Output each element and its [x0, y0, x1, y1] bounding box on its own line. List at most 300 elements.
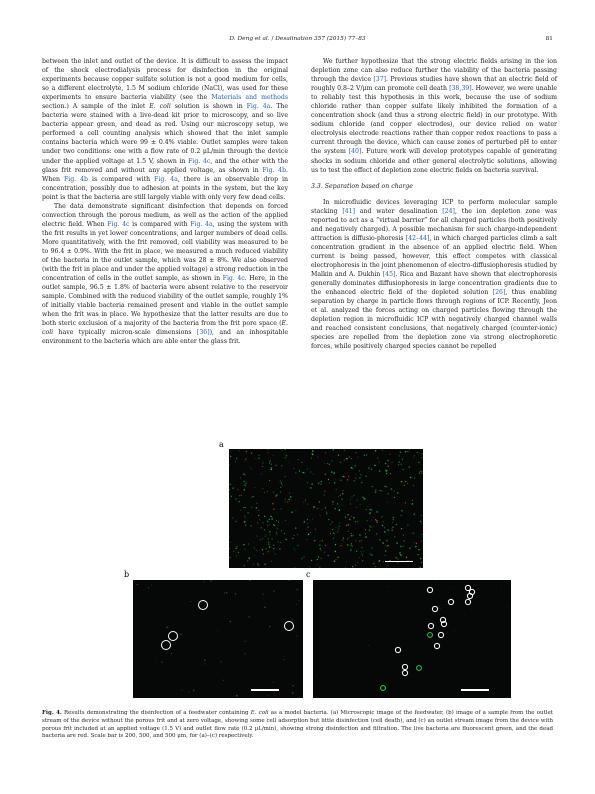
live-bacterium	[382, 525, 383, 526]
header-separator: /	[269, 36, 276, 42]
live-bacterium	[291, 511, 293, 513]
live-bacterium	[324, 495, 325, 496]
live-bacterium	[392, 522, 393, 523]
live-bacterium	[280, 492, 281, 493]
live-bacterium	[319, 544, 320, 545]
live-bacterium	[258, 565, 259, 566]
live-bacterium	[226, 592, 227, 593]
live-bacterium	[464, 615, 465, 616]
dead-bacterium	[344, 476, 345, 477]
live-bacterium	[250, 467, 251, 468]
live-bacterium	[295, 472, 296, 473]
live-bacterium	[382, 450, 383, 451]
live-bacterium	[289, 492, 290, 493]
live-bacterium	[137, 584, 138, 585]
live-bacterium	[398, 464, 399, 465]
text-run: , in which charged particles climb a salt concentration gradient in the absence of an applied electric field. When current is being passed, however, this effect competes with classical electrophoresis in the joint phenomenon of electro-diffusiophoresis studied by Malkin and A. Dukhin	[311, 234, 558, 279]
micrograph-panel-b	[133, 580, 303, 698]
live-bacterium	[365, 529, 366, 530]
dead-bacterium	[324, 491, 325, 492]
text-run: solution is shown in	[170, 103, 247, 111]
dead-bacterium	[264, 492, 265, 493]
live-bacterium	[266, 548, 267, 549]
citation-link[interactable]: [36]	[196, 329, 210, 337]
highlight-circle	[395, 647, 400, 652]
live-bacterium	[298, 459, 299, 460]
live-bacterium	[387, 502, 388, 503]
text-run: The data demonstrate significant disinfection that depends on forced convection through the porous medium, as well as the action of the applied electric field. When	[42, 202, 288, 228]
live-bacterium	[353, 495, 354, 496]
live-bacterium	[371, 509, 373, 511]
figure-4	[124, 440, 511, 698]
dead-bacterium	[337, 531, 338, 532]
live-bacterium	[224, 593, 225, 594]
live-bacterium	[350, 503, 351, 504]
highlight-circle	[448, 599, 453, 604]
live-bacterium	[326, 512, 327, 513]
caption-text: as a model bacteria. (a) Microscopic image of the feedwater, (b) image of a sample from the outlet stream of the device without the porous frit and at zero voltage, showing some cell adsorption but little disinfection (cell death), and (c) an outlet stream image from the device with porous frit included at an applied voltage (1.5 V) and outlet flow rate (0.2 μL/min), showing strong disinfection and filtration. The live bacteria are fluorescent green, and the dead bacteria are red. Scale bar is 200, 500, and 500 μm, for (a)–(c) respectively.	[42, 710, 554, 740]
live-bacterium	[251, 452, 252, 453]
live-bacterium	[190, 601, 191, 602]
live-bacterium	[376, 511, 378, 513]
live-bacterium	[414, 478, 415, 479]
live-bacterium	[269, 626, 270, 627]
live-bacterium	[330, 524, 331, 525]
live-bacterium	[387, 545, 388, 546]
live-bacterium	[313, 474, 314, 475]
live-bacterium	[255, 487, 256, 488]
live-bacterium	[290, 496, 292, 498]
live-bacterium	[336, 527, 337, 528]
live-bacterium	[240, 510, 241, 511]
citation-link[interactable]: [41]	[342, 207, 356, 215]
live-bacterium	[393, 517, 395, 519]
live-bacterium	[403, 545, 404, 546]
dead-bacterium	[272, 503, 274, 505]
live-bacterium	[421, 562, 422, 563]
live-bacterium	[293, 685, 294, 686]
live-bacterium	[401, 464, 402, 465]
live-bacterium	[295, 510, 296, 511]
live-bacterium	[370, 449, 371, 450]
text-run: , the ion depletion zone was reported to act as a “virtual barrier” for all charged particles (both positively and negatively charged). A possible mechanism for such charge-independent attraction is diffusio-phoresis	[311, 207, 557, 242]
live-bacterium	[351, 533, 352, 534]
text-run: between the inlet and outlet of the device. It is difficult to assess the impact of the shock electrodialysis process for disinfection in the original experiments because copper sulfate solution is not a good medium for cells, so a different electrolyte, 1.5 M sodium chloride (NaCl), was used for these experiments to ensure bacteria viability (see the	[42, 58, 288, 102]
live-bacterium	[389, 454, 390, 455]
figure-link-4c[interactable]: Fig. 4c	[188, 157, 211, 165]
live-bacterium	[446, 604, 447, 605]
live-bacterium	[440, 609, 441, 610]
figure-caption	[42, 710, 553, 741]
dead-bacterium	[262, 538, 263, 539]
live-bacterium	[347, 538, 348, 539]
live-bacterium	[334, 533, 335, 534]
citation-link[interactable]: [26]	[492, 289, 506, 297]
citation-link[interactable]: [38,39]	[449, 85, 472, 93]
live-bacterium	[245, 518, 246, 519]
figure-link-4a[interactable]: Fig. 4a	[246, 103, 271, 111]
live-bacterium	[297, 545, 298, 546]
live-bacterium	[180, 634, 181, 635]
live-bacterium	[332, 529, 333, 530]
live-bacterium	[344, 459, 345, 460]
live-bacterium	[282, 450, 283, 451]
live-bacterium	[236, 546, 237, 547]
scale-bar-c	[461, 689, 489, 691]
live-bacterium	[285, 457, 286, 458]
citation-link[interactable]: [37]	[373, 76, 387, 84]
figure-link-4c[interactable]: Fig. 4c	[222, 275, 245, 283]
live-bacterium	[421, 523, 422, 524]
live-bacterium	[243, 473, 245, 475]
micrograph-panel-c	[313, 580, 511, 698]
live-bacterium	[244, 641, 245, 642]
dead-bacterium	[346, 525, 348, 527]
live-bacterium	[309, 566, 310, 567]
live-bacterium	[397, 558, 398, 559]
text-run: In microfluidic devices leveraging ICP to perform molecular sample stacking	[311, 198, 557, 215]
live-bacterium	[268, 543, 269, 544]
right-column	[311, 57, 557, 351]
live-bacterium	[264, 564, 266, 566]
live-bacterium	[379, 462, 380, 463]
micrograph-b-image	[133, 580, 303, 698]
live-bacterium	[412, 500, 413, 501]
figure-link-4a[interactable]: Fig. 4a	[154, 175, 178, 183]
live-bacterium	[350, 549, 352, 551]
live-bacterium	[400, 554, 402, 556]
live-bacterium	[373, 526, 374, 527]
live-bacterium	[422, 453, 423, 454]
live-bacterium	[402, 459, 403, 460]
text-run: . Future work will develop prototypes capable of generating shocks in sodium chloride and other general electrolytic solutions, allowing us to test the effect of depletion zone electric fields on bacteria survival.	[311, 148, 557, 174]
live-bacterium	[420, 471, 421, 472]
live-bacterium	[360, 474, 361, 475]
live-bacterium	[275, 465, 276, 466]
live-bacterium	[295, 550, 296, 551]
live-bacterium	[351, 467, 353, 469]
live-bacterium	[229, 548, 230, 550]
live-bacterium	[353, 517, 355, 519]
species-name: E. coli	[42, 320, 288, 337]
dead-bacterium	[349, 519, 350, 520]
live-bacterium	[391, 530, 392, 531]
live-bacterium	[328, 479, 329, 480]
live-bacterium	[453, 587, 454, 588]
highlight-circle	[162, 641, 171, 650]
live-bacterium	[269, 534, 270, 535]
live-bacterium	[339, 509, 340, 510]
live-bacterium	[351, 535, 353, 537]
live-bacterium	[268, 449, 269, 450]
live-bacterium	[321, 550, 322, 551]
live-bacterium	[373, 517, 374, 518]
page-number: 81	[545, 36, 553, 42]
live-bacterium	[333, 449, 334, 450]
live-bacterium	[384, 531, 386, 533]
live-bacterium	[376, 521, 377, 522]
figure-link-4c[interactable]: Fig. 4c	[107, 220, 130, 228]
figure-link-4b[interactable]: Fig. 4b	[262, 166, 287, 174]
live-bacterium	[268, 542, 269, 543]
live-bacterium	[404, 485, 405, 486]
live-bacterium	[235, 521, 236, 522]
live-bacterium	[273, 682, 274, 683]
live-bacterium	[250, 525, 252, 527]
highlight-circle	[427, 587, 432, 592]
live-bacterium	[320, 541, 321, 542]
live-bacterium	[285, 449, 286, 450]
live-bacterium	[334, 551, 336, 553]
live-bacterium	[310, 532, 311, 533]
live-bacterium	[275, 553, 276, 554]
live-bacterium	[244, 521, 246, 523]
live-bacterium	[352, 546, 353, 547]
live-bacterium	[205, 663, 206, 664]
live-bacterium	[270, 516, 272, 518]
live-bacterium	[366, 509, 367, 510]
live-bacterium	[378, 561, 379, 562]
live-bacterium	[275, 495, 276, 496]
live-bacterium	[329, 483, 330, 484]
left-column	[42, 57, 288, 347]
live-bacterium	[320, 484, 321, 485]
live-bacterium	[356, 507, 357, 508]
live-bacterium	[385, 470, 386, 471]
live-bacterium	[261, 527, 262, 528]
live-bacterium	[244, 474, 245, 475]
live-bacterium	[338, 525, 340, 527]
live-bacterium	[385, 545, 386, 546]
live-bacterium	[230, 557, 231, 558]
live-bacterium	[342, 540, 343, 541]
live-bacterium	[420, 567, 421, 568]
live-bacterium	[405, 502, 406, 503]
live-bacterium	[321, 558, 322, 559]
live-bacterium	[285, 539, 286, 540]
live-bacterium	[288, 499, 289, 500]
live-bacterium	[328, 519, 329, 520]
live-bacterium	[311, 458, 312, 459]
live-bacterium	[401, 510, 403, 512]
section-link-materials-methods[interactable]: Materials and methods	[211, 94, 288, 102]
live-bacterium	[371, 547, 372, 548]
live-bacterium	[240, 478, 241, 479]
live-bacterium	[269, 519, 270, 520]
live-bacterium	[270, 461, 271, 462]
live-bacterium	[399, 552, 400, 553]
live-bacterium	[390, 473, 391, 474]
live-bacterium	[271, 464, 272, 465]
live-bacterium	[414, 514, 415, 515]
live-bacterium	[262, 488, 263, 489]
live-bacterium	[244, 653, 245, 654]
live-bacterium	[415, 546, 417, 548]
live-bacterium	[281, 465, 282, 466]
highlight-circle	[402, 664, 407, 669]
live-bacterium	[418, 549, 419, 550]
live-bacterium	[421, 540, 422, 541]
live-bacterium	[322, 540, 323, 541]
live-bacterium	[248, 543, 249, 544]
text-run: . Here, in the outlet sample, 96.5 ± 1.8% of bacteria were absent relative to the reservoir sample. Combined with the reduced viability of the outlet sample, roughly 1% of initially viable bacteria remained present and viable in the outlet sample when the frit was in place. We hypothesize that the latter results are due to both steric exclusion of a majority of the bacteria from the frit pore space (	[42, 275, 288, 328]
live-bacterium	[375, 450, 376, 451]
caption-label: Fig. 4.	[42, 710, 62, 716]
live-bacterium	[282, 485, 283, 486]
live-bacterium	[418, 462, 419, 463]
micrograph-a-image	[229, 449, 423, 568]
live-bacterium	[375, 566, 376, 567]
figure-link-4a[interactable]: Fig. 4a	[190, 220, 213, 228]
citation-link[interactable]: [24]	[442, 207, 455, 215]
live-bacterium	[351, 543, 352, 544]
live-bacterium	[387, 465, 389, 467]
live-bacterium	[493, 697, 494, 698]
live-bacterium	[304, 472, 305, 473]
live-bacterium	[401, 528, 402, 529]
live-bacterium	[271, 518, 272, 519]
live-bacterium	[364, 498, 365, 499]
live-bacterium	[259, 539, 260, 540]
highlight-circle	[285, 622, 294, 631]
live-bacterium	[337, 503, 338, 504]
figure-link-4b[interactable]: Fig. 4b	[63, 175, 89, 183]
live-bacterium	[385, 550, 386, 551]
live-bacterium	[352, 468, 353, 469]
live-bacterium	[253, 564, 254, 565]
live-bacterium	[319, 566, 320, 567]
live-bacterium	[311, 560, 312, 561]
live-bacterium	[307, 519, 308, 520]
live-bacterium	[319, 501, 321, 503]
live-bacterium	[261, 474, 262, 475]
live-bacterium	[435, 581, 436, 582]
live-bacterium	[276, 494, 277, 495]
live-bacterium	[343, 537, 344, 538]
live-bacterium	[236, 695, 237, 696]
live-bacterium	[249, 580, 250, 581]
live-bacterium	[337, 557, 338, 558]
live-bacterium	[404, 540, 405, 541]
live-bacterium	[407, 451, 409, 453]
live-bacterium	[285, 499, 286, 500]
live-bacterium	[267, 695, 268, 696]
live-bacterium	[294, 567, 295, 568]
live-bacterium	[204, 581, 205, 582]
live-bacterium	[256, 503, 257, 504]
dead-bacterium	[347, 479, 348, 480]
live-bacterium	[399, 553, 400, 554]
live-bacterium	[264, 529, 265, 530]
live-bacterium	[333, 538, 334, 539]
live-bacterium	[262, 462, 263, 463]
live-bacterium	[391, 488, 393, 490]
live-bacterium	[293, 535, 294, 536]
live-bacterium	[347, 544, 349, 546]
live-bacterium	[292, 619, 293, 620]
live-bacterium-circle	[428, 633, 433, 638]
live-bacterium	[238, 501, 239, 502]
live-bacterium	[171, 653, 172, 654]
live-bacterium	[364, 455, 365, 456]
live-bacterium	[369, 530, 370, 531]
live-bacterium	[204, 659, 205, 660]
citation-link[interactable]: [45]	[382, 271, 396, 279]
live-bacterium	[307, 504, 308, 505]
live-bacterium	[288, 462, 289, 463]
text-run: . Previous studies have shown that an electric field of roughly 0.8–2 V/μm can promote cell death	[311, 76, 557, 93]
live-bacterium	[188, 691, 189, 692]
live-bacterium	[340, 462, 341, 463]
live-bacterium	[239, 495, 240, 496]
live-bacterium	[342, 493, 344, 495]
live-bacterium	[356, 551, 357, 552]
live-bacterium	[276, 520, 277, 521]
dead-bacterium	[346, 561, 347, 562]
live-bacterium	[422, 534, 423, 535]
dead-bacterium	[230, 498, 231, 499]
dead-bacterium	[340, 545, 341, 546]
dead-bacterium	[348, 476, 349, 477]
live-bacterium	[293, 548, 294, 549]
live-bacterium	[386, 540, 388, 542]
live-bacterium	[414, 542, 415, 543]
live-bacterium	[237, 489, 238, 490]
live-bacterium	[284, 533, 285, 534]
live-bacterium	[274, 525, 275, 526]
live-bacterium	[350, 499, 351, 500]
live-bacterium	[246, 451, 247, 452]
live-bacterium	[286, 455, 287, 456]
live-bacterium	[244, 515, 246, 517]
live-bacterium	[280, 542, 281, 543]
live-bacterium	[249, 558, 250, 559]
live-bacterium	[273, 544, 275, 546]
live-bacterium	[351, 496, 352, 497]
live-bacterium	[353, 480, 355, 482]
dead-bacterium	[421, 473, 422, 474]
live-bacterium	[271, 561, 272, 562]
live-bacterium	[403, 534, 404, 535]
live-bacterium	[223, 680, 224, 681]
live-bacterium	[361, 551, 362, 552]
live-bacterium	[419, 473, 420, 474]
live-bacterium	[401, 515, 402, 516]
citation-link[interactable]: [42–44]	[405, 234, 430, 242]
live-bacterium	[365, 476, 366, 477]
citation-link[interactable]: [40]	[348, 148, 362, 156]
live-bacterium	[245, 485, 246, 486]
text-run: have typically micron-scale dimensions	[53, 329, 197, 337]
live-bacterium	[247, 560, 248, 561]
live-bacterium	[332, 501, 334, 503]
live-bacterium	[349, 456, 350, 457]
live-bacterium	[245, 524, 246, 525]
live-bacterium	[359, 557, 360, 558]
live-bacterium	[268, 551, 269, 552]
highlight-circle	[169, 632, 178, 641]
live-bacterium	[334, 482, 335, 483]
live-bacterium	[321, 509, 322, 510]
live-bacterium	[370, 526, 371, 527]
live-bacterium	[362, 555, 363, 556]
header-journal: Desalination 357 (2015) 77–83	[275, 36, 366, 42]
live-bacterium	[373, 563, 374, 564]
scale-bar-a	[385, 561, 413, 562]
live-bacterium	[269, 524, 270, 525]
live-bacterium	[397, 492, 398, 493]
live-bacterium	[276, 534, 277, 535]
